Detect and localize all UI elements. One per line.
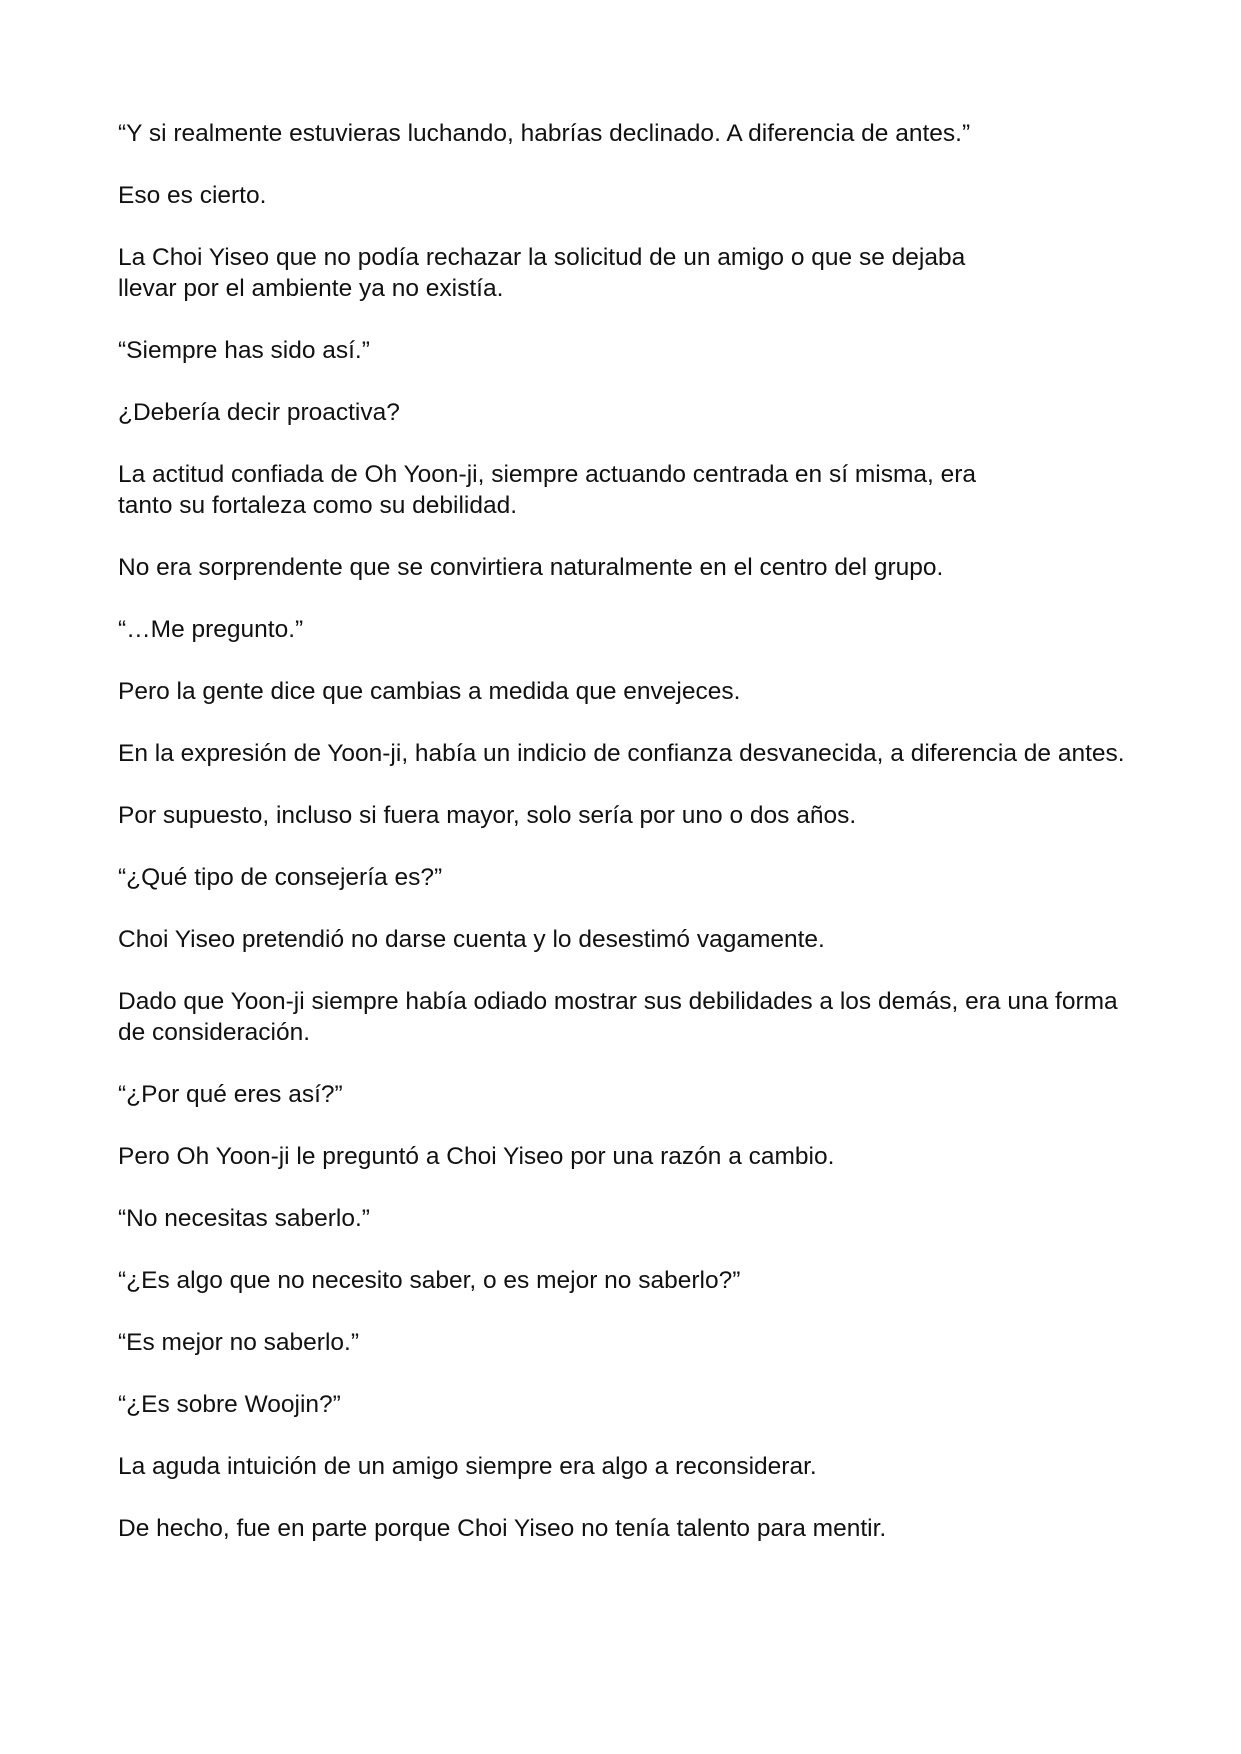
paragraph: De hecho, fue en parte porque Choi Yiseo no tenía talento para mentir.	[118, 1515, 887, 1542]
paragraph: En la expresión de Yoon-ji, había un indicio de confianza desvanecida, a diferencia de antes.	[118, 740, 1125, 767]
paragraph: “¿Por qué eres así?”	[118, 1081, 343, 1108]
paragraph: Eso es cierto.	[118, 182, 267, 209]
paragraph: Por supuesto, incluso si fuera mayor, solo sería por uno o dos años.	[118, 802, 857, 829]
paragraph: La actitud confiada de Oh Yoon-ji, siempre actuando centrada en sí misma, era tanto su fortaleza como su debilidad.	[118, 461, 977, 519]
paragraph: La Choi Yiseo que no podía rechazar la solicitud de un amigo o que se dejaba llevar por el ambiente ya no existía.	[118, 244, 966, 302]
paragraph: Pero Oh Yoon-ji le preguntó a Choi Yiseo por una razón a cambio.	[118, 1143, 835, 1170]
paragraph: ¿Debería decir proactiva?	[118, 399, 400, 426]
paragraph: Pero la gente dice que cambias a medida que envejeces.	[118, 678, 741, 705]
paragraph: La aguda intuición de un amigo siempre era algo a reconsiderar.	[118, 1453, 817, 1480]
paragraph: Choi Yiseo pretendió no darse cuenta y lo desestimó vagamente.	[118, 926, 825, 953]
paragraph: “¿Qué tipo de consejería es?”	[118, 864, 443, 891]
paragraph: “¿Es algo que no necesito saber, o es mejor no saberlo?”	[118, 1267, 741, 1294]
paragraph: “…Me pregunto.”	[118, 616, 304, 643]
paragraph: “¿Es sobre Woojin?”	[118, 1391, 341, 1418]
paragraph: “No necesitas saberlo.”	[118, 1205, 370, 1232]
paragraph: Dado que Yoon-ji siempre había odiado mostrar sus debilidades a los demás, era una forma de consideración.	[118, 988, 1118, 1046]
paragraph: No era sorprendente que se convirtiera naturalmente en el centro del grupo.	[118, 554, 944, 581]
paragraph: “Es mejor no saberlo.”	[118, 1329, 360, 1356]
paragraph: “Siempre has sido así.”	[118, 337, 370, 364]
paragraph: “Y si realmente estuvieras luchando, habrías declinado. A diferencia de antes.”	[118, 120, 971, 147]
document-body	[118, 118, 1128, 1575]
